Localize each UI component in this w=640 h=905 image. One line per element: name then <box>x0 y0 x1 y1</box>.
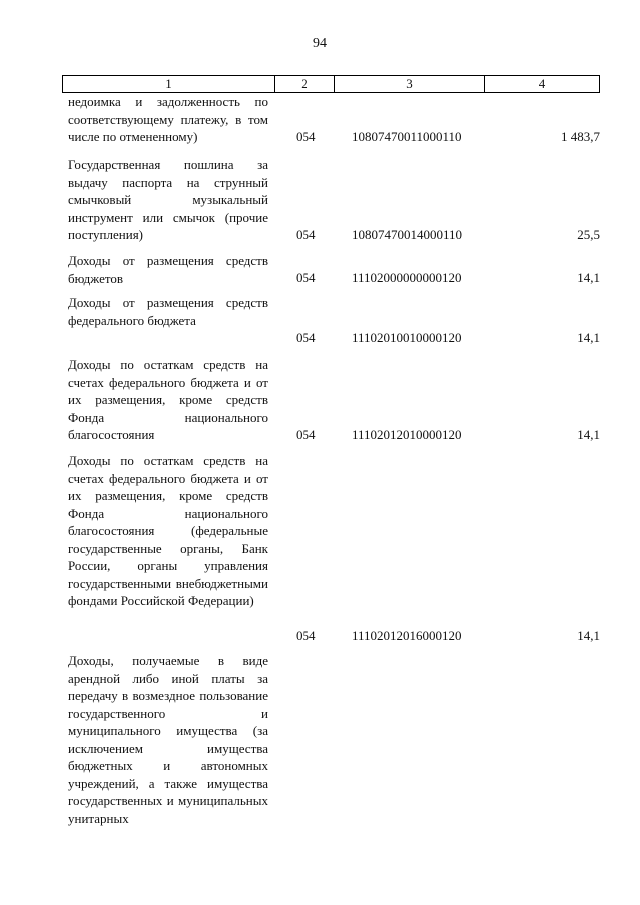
table-header <box>62 75 600 93</box>
header-col-1: 1 <box>63 76 275 92</box>
header-col-2: 2 <box>275 76 335 92</box>
row-description: Доходы, получаемые в виде арендной либо иной платы за передачу в возмездное пользование государственного и муниципального имущества (за исключением имущества бюджетных и автономных учреждений, а также имущества государственных и муниципальных унитарных <box>68 653 268 826</box>
row-description: Доходы от размещения средств бюджетов <box>68 253 268 286</box>
row-description: Доходы по остаткам средств на счетах федерального бюджета и от их размещения, кроме средств Фонда национального благосостояния (федеральные государственные органы, Банк России, органы управления государственными внебюджетными фондами Российской Федерации) <box>68 453 268 608</box>
row-code: 054 <box>296 330 316 345</box>
row-kbk: 11102000000000120 <box>352 270 462 285</box>
row-kbk: 11102012010000120 <box>352 427 462 442</box>
row-code: 054 <box>296 270 316 285</box>
header-col-4: 4 <box>538 76 546 91</box>
row-description: Доходы по остаткам средств на счетах федерального бюджета и от их размещения, кроме средств Фонда национального благосостояния <box>68 357 268 442</box>
row-description: Доходы от размещения средств федерального бюджета <box>68 295 268 328</box>
row-code: 054 <box>296 227 316 242</box>
page-number: 94 <box>313 36 327 51</box>
row-kbk: 10807470011000110 <box>352 129 462 144</box>
row-code: 054 <box>296 427 316 442</box>
row-amount: 14,1 <box>577 270 600 285</box>
row-code: 054 <box>296 129 316 144</box>
row-kbk: 11102010010000120 <box>352 330 462 345</box>
row-amount: 14,1 <box>577 427 600 442</box>
row-code: 054 <box>296 628 316 643</box>
row-amount: 25,5 <box>577 227 600 242</box>
row-amount: 14,1 <box>577 330 600 345</box>
header-col-3: 3 <box>335 76 485 92</box>
row-kbk: 11102012016000120 <box>352 628 462 643</box>
row-amount: 14,1 <box>577 628 600 643</box>
row-description: Государственная пошлина за выдачу паспорта на струнный смычковый музыкальный инструмент или смычок (прочие поступления) <box>68 157 268 242</box>
row-amount: 1 483,7 <box>561 129 600 144</box>
row-description: недоимка и задолженность по соответствующему платежу, в том числе по отмененному) <box>68 94 268 144</box>
row-kbk: 10807470014000110 <box>352 227 463 242</box>
